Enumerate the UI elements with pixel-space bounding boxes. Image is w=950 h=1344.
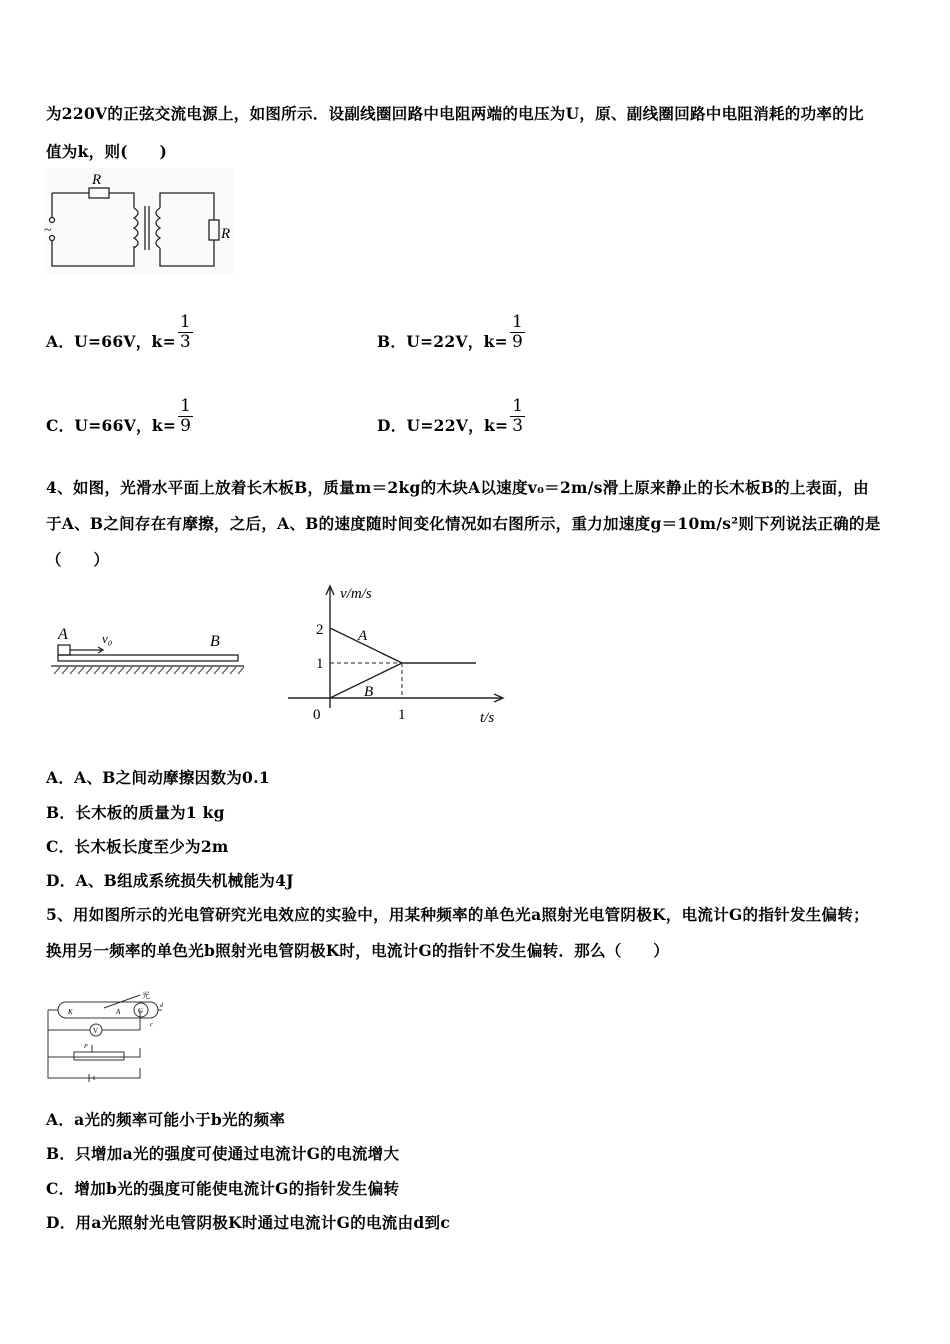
- voltmeter-v-label: V: [93, 1027, 99, 1035]
- transformer-circuit-figure: [44, 168, 234, 274]
- terminal-d-label: d: [160, 1003, 163, 1009]
- q4-option-d[interactable]: D．A、B组成系统损失机械能为4J: [46, 871, 294, 890]
- q3-option-b[interactable]: [377, 311, 525, 352]
- q3-option-c[interactable]: [46, 395, 193, 436]
- x-tick-1: 1: [398, 707, 406, 723]
- fraction-denominator: 3: [512, 415, 524, 436]
- fraction-numerator: 1: [512, 395, 524, 416]
- option-text: D．U=22V，k=: [377, 416, 509, 435]
- q5-option-b[interactable]: B．只增加a光的强度可使通过电流计G的电流增大: [46, 1144, 400, 1163]
- line-a-label: A: [358, 628, 368, 644]
- y-tick-2: 2: [316, 622, 324, 638]
- q3-option-d[interactable]: [377, 395, 525, 436]
- q3-option-a[interactable]: [46, 311, 193, 352]
- option-text: C．U=66V，k=: [46, 416, 177, 435]
- resistor-label-primary: R: [92, 172, 102, 188]
- fraction-denominator: 9: [180, 415, 192, 436]
- q5-option-c[interactable]: C．增加b光的强度可能使电流计G的指针发生偏转: [46, 1179, 400, 1198]
- q4-option-b[interactable]: B．长木板的质量为1 kg: [46, 803, 225, 822]
- q4-text-line3: （ ）: [46, 550, 110, 569]
- fraction-denominator: 3: [179, 331, 191, 352]
- terminal-c-label: c: [150, 1022, 153, 1028]
- x-axis-label: t/s: [480, 710, 495, 726]
- q4-text-line2: 于A、B之间存在有摩擦，之后，A、B的速度随时间变化情况如右图所示，重力加速度g＝10m/s²则下列说法正确的是: [46, 514, 881, 533]
- q4-option-c[interactable]: C．长木板长度至少为2m: [46, 837, 229, 856]
- ac-source-symbol: ~: [44, 223, 52, 238]
- line-b-label: B: [364, 684, 374, 700]
- fraction-numerator: 1: [511, 311, 524, 332]
- line-a: [330, 628, 476, 663]
- q4-text-line1: 4、如图，光滑水平面上放着长木板B，质量m＝2kg的木块A以速度v₀＝2m/s滑上原来静止的长木板B的上表面，由: [46, 478, 869, 497]
- light-label: 光: [142, 991, 150, 1000]
- origin-label: 0: [313, 707, 321, 723]
- y-tick-1: 1: [316, 656, 324, 672]
- option-text: B．U=22V，k=: [377, 332, 508, 351]
- photoelectric-circuit-figure: [44, 990, 168, 1085]
- q5-option-a[interactable]: A．a光的频率可能小于b光的频率: [46, 1110, 286, 1129]
- q3-text-line1: 为220V的正弦交流电源上，如图所示．设副线圈回路中电阻两端的电压为U，原、副线圈回路中电阻消耗的功率的比: [46, 104, 864, 123]
- q4-option-a[interactable]: A．A、B之间动摩擦因数为0.1: [46, 768, 270, 787]
- option-text: A．U=66V，k=: [46, 332, 176, 351]
- fraction-numerator: 1: [180, 395, 192, 416]
- resistor-label-secondary: R: [221, 226, 231, 242]
- q3-text-line2: 值为k，则( ): [46, 142, 168, 161]
- q5-text-line1: 5、用如图所示的光电管研究光电效应的实验中，用某种频率的单色光a照射光电管阴极K，电流计G的指针发生偏转；: [46, 905, 869, 924]
- fraction-numerator: 1: [179, 311, 191, 332]
- block-on-board-figure: [48, 620, 248, 675]
- fraction-denominator: 9: [511, 331, 524, 352]
- galvanometer-g-label: G: [138, 1007, 144, 1015]
- board-b-label: B: [210, 633, 220, 650]
- cathode-k-label: K: [68, 1008, 73, 1016]
- velocity-time-graph: [280, 578, 510, 728]
- anode-a-label: A: [116, 1008, 121, 1016]
- y-axis-label: v/m/s: [340, 586, 372, 602]
- q5-text-line2: 换用另一频率的单色光b照射光电管阴极K时，电流计G的指针不发生偏转．那么（ ）: [46, 941, 670, 960]
- velocity-v0-label: v₀: [102, 631, 113, 646]
- slider-p-label: P: [84, 1044, 88, 1050]
- q5-option-d[interactable]: D．用a光照射光电管阴极K时通过电流计G的电流由d到c: [46, 1213, 451, 1232]
- block-a-label: A: [58, 626, 68, 643]
